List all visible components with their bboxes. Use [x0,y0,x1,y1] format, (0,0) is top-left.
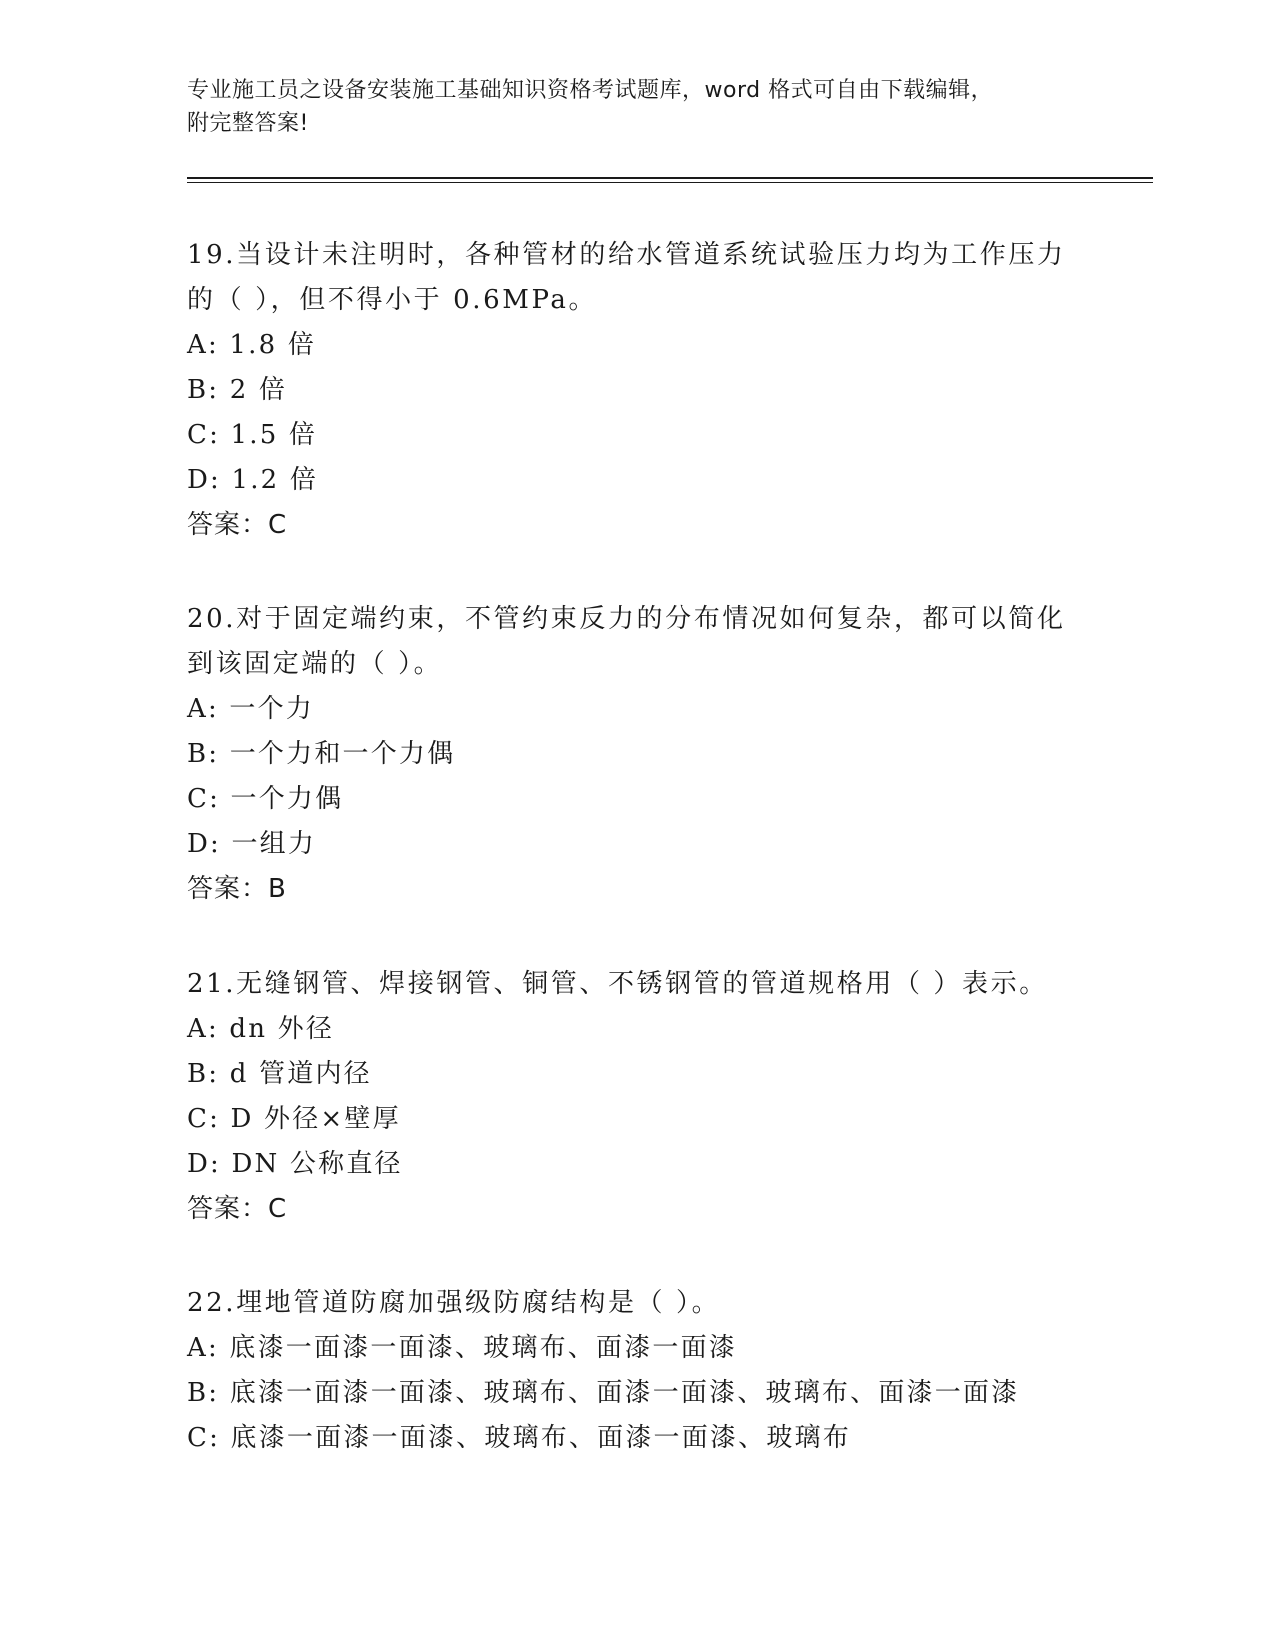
option-b: B: 底漆一面漆一面漆、玻璃布、面漆一面漆、玻璃布、面漆一面漆 [187,1378,1020,1408]
option-d: D: 1.2 倍 [187,465,319,495]
document-header [187,74,1087,140]
option-c: C: 1.5 倍 [187,420,318,450]
header-divider-thick [187,177,1153,179]
question-stem-line-1: 20.对于固定端约束，不管约束反力的分布情况如何复杂，都可以简化 [187,604,1066,634]
question-stem-line-2: 的（ ），但不得小于 0.6MPa。 [187,285,598,315]
option-d: D: DN 公称直径 [187,1149,403,1179]
question-stem-line-1: 21.无缝钢管、焊接钢管、铜管、不锈钢管的管道规格用（ ）表示。 [187,969,1048,999]
header-divider-thin [187,182,1153,183]
question-stem-line-2: 到该固定端的（ ）。 [187,649,443,679]
question-stem-line-1: 19.当设计未注明时，各种管材的给水管道系统试验压力均为工作压力 [187,240,1066,270]
option-c: C: 一个力偶 [187,784,344,814]
option-a: A: 底漆一面漆一面漆、玻璃布、面漆一面漆 [187,1333,738,1363]
option-d: D: 一组力 [187,829,317,859]
option-c: C: D 外径×壁厚 [187,1104,401,1134]
option-a: A: dn 外径 [187,1014,335,1044]
header-line-2: 附完整答案! [187,111,309,136]
question-22 [187,1281,1087,1461]
question-stem-line-1: 22.埋地管道防腐加强级防腐结构是（ ）。 [187,1288,721,1318]
option-b: B: 2 倍 [187,375,288,405]
answer: 答案：C [187,510,288,540]
option-c: C: 底漆一面漆一面漆、玻璃布、面漆一面漆、玻璃布 [187,1423,851,1453]
header-line-1: 专业施工员之设备安装施工基础知识资格考试题库，word 格式可自由下载编辑， [187,78,994,103]
option-a: A: 一个力 [187,694,315,724]
question-20 [187,597,1087,912]
answer: 答案：B [187,874,287,904]
answer: 答案：C [187,1194,288,1224]
question-21 [187,962,1087,1232]
option-b: B: 一个力和一个力偶 [187,739,456,769]
option-b: B: d 管道内径 [187,1059,372,1089]
question-19 [187,233,1087,548]
option-a: A: 1.8 倍 [187,330,317,360]
